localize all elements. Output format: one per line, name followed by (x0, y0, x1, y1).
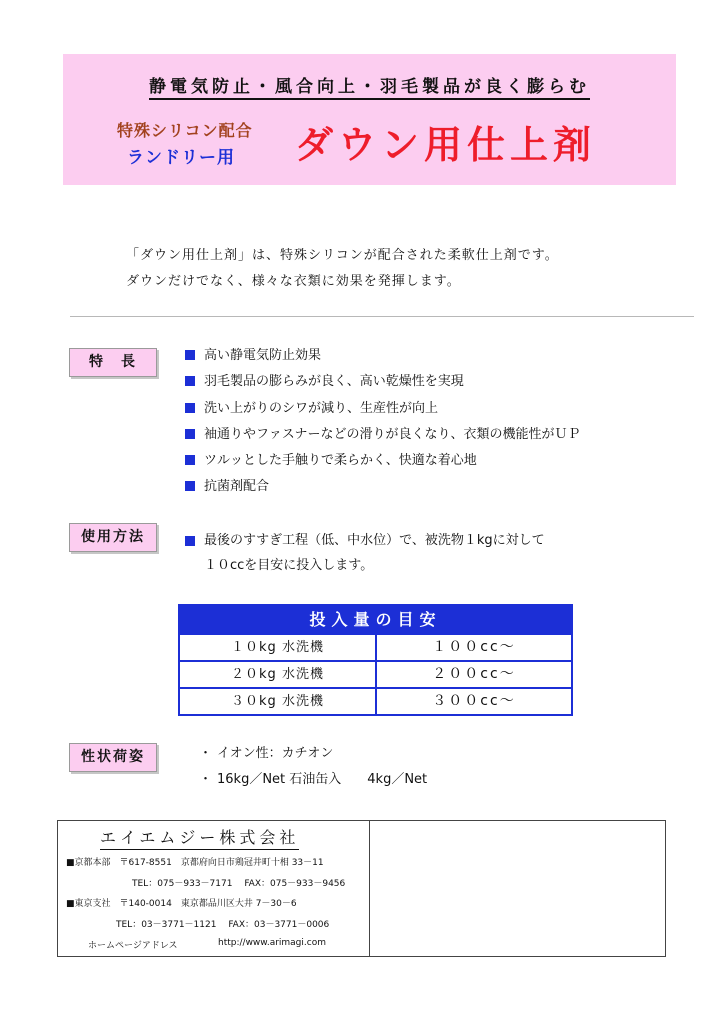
hq-phone: TEL：075－933－7171 FAX：075－933－9456 (132, 879, 346, 889)
feature-text: ツルッとした手触りで柔らかく、快適な着心地 (204, 453, 477, 469)
hq-address: ■京都本部 〒617-8551 京都府向日市鶏冠井町十相 33－11 (66, 858, 324, 868)
divider (70, 316, 694, 317)
intro-text (126, 243, 559, 295)
banner-subtitle-text: 静電気防止・風合向上・羽毛製品が良く膨らむ (149, 77, 590, 100)
feature-item (185, 451, 580, 477)
square-bullet-icon (185, 376, 195, 386)
usage-line-text: 最後のすすぎ工程（低、中水位）で、被洗物１kgに対して (204, 533, 545, 548)
header-banner (63, 54, 676, 185)
usage-line: １０ccを目安に投入します。 (204, 558, 374, 573)
square-bullet-icon (185, 536, 195, 546)
banner-tag-silicone: 特殊シリコン配合 (117, 121, 253, 140)
property-text: イオン性：カチオン (217, 746, 334, 761)
features-label: 特 長 (69, 348, 157, 377)
feature-text: 抗菌剤配合 (204, 479, 270, 495)
square-bullet-icon (185, 481, 195, 491)
dot-icon: ・ (199, 746, 213, 761)
feature-item (185, 477, 580, 503)
square-bullet-icon (185, 429, 195, 439)
contact-box (57, 820, 666, 957)
feature-text: 洗い上がりのシワが減り、生産性が向上 (204, 400, 439, 416)
dot-icon: ・ (199, 772, 213, 787)
feature-text: 羽毛製品の膨らみが良く、高い乾燥性を実現 (204, 374, 464, 390)
feature-item (185, 399, 580, 425)
amount-cell: ３００cc〜 (432, 693, 516, 709)
square-bullet-icon (185, 403, 195, 413)
table-row (180, 633, 571, 660)
property-item (199, 741, 427, 767)
feature-item (185, 425, 580, 451)
feature-text: 高い静電気防止効果 (204, 348, 322, 363)
property-item (199, 767, 427, 793)
feature-item (185, 372, 580, 398)
features-list (185, 346, 580, 504)
square-bullet-icon (185, 350, 195, 360)
machine-cell: １０kg 水洗機 (180, 635, 377, 660)
branch-address: ■東京支社 〒140-0014 東京都品川区大井 7－30－6 (66, 899, 297, 909)
feature-text: 袖通りやファスナーなどの滑りが良くなり、衣類の機能性がＵＰ (204, 426, 581, 442)
amount-cell: １００cc〜 (432, 639, 516, 655)
company-name: エイエムジー株式会社 (100, 825, 299, 850)
homepage-label: ホームページアドレス (88, 941, 178, 951)
property-text: 16kg／Net 石油缶入 4kg／Net (217, 772, 428, 787)
table-row (180, 687, 571, 714)
machine-cell: ３０kg 水洗機 (180, 689, 377, 714)
square-bullet-icon (185, 455, 195, 465)
properties-list (199, 741, 427, 793)
dosage-table (178, 604, 573, 716)
usage-line (185, 528, 545, 553)
properties-label: 性状荷姿 (69, 743, 157, 772)
machine-cell: ２０kg 水洗機 (180, 662, 377, 687)
dosage-table-header: 投入量の目安 (180, 606, 571, 633)
intro-line: ダウンだけでなく、様々な衣類に効果を発揮します。 (126, 274, 461, 289)
branch-phone: TEL：03－3771－1121 FAX：03－3771－0006 (116, 920, 330, 930)
amount-cell: ２００cc〜 (432, 666, 516, 682)
product-title: ダウン用仕上剤 (295, 123, 597, 167)
homepage-link[interactable]: http://www.arimagi.com (218, 938, 326, 948)
table-row (180, 660, 571, 687)
feature-item (185, 346, 580, 372)
intro-line: 「ダウン用仕上剤」は、特殊シリコンが配合された柔軟仕上剤です。 (126, 248, 559, 263)
usage-label: 使用方法 (69, 523, 157, 552)
contact-info (58, 821, 370, 956)
usage-text (185, 528, 545, 578)
banner-tag-laundry: ランドリー用 (127, 148, 235, 168)
banner-subtitle (63, 72, 676, 97)
